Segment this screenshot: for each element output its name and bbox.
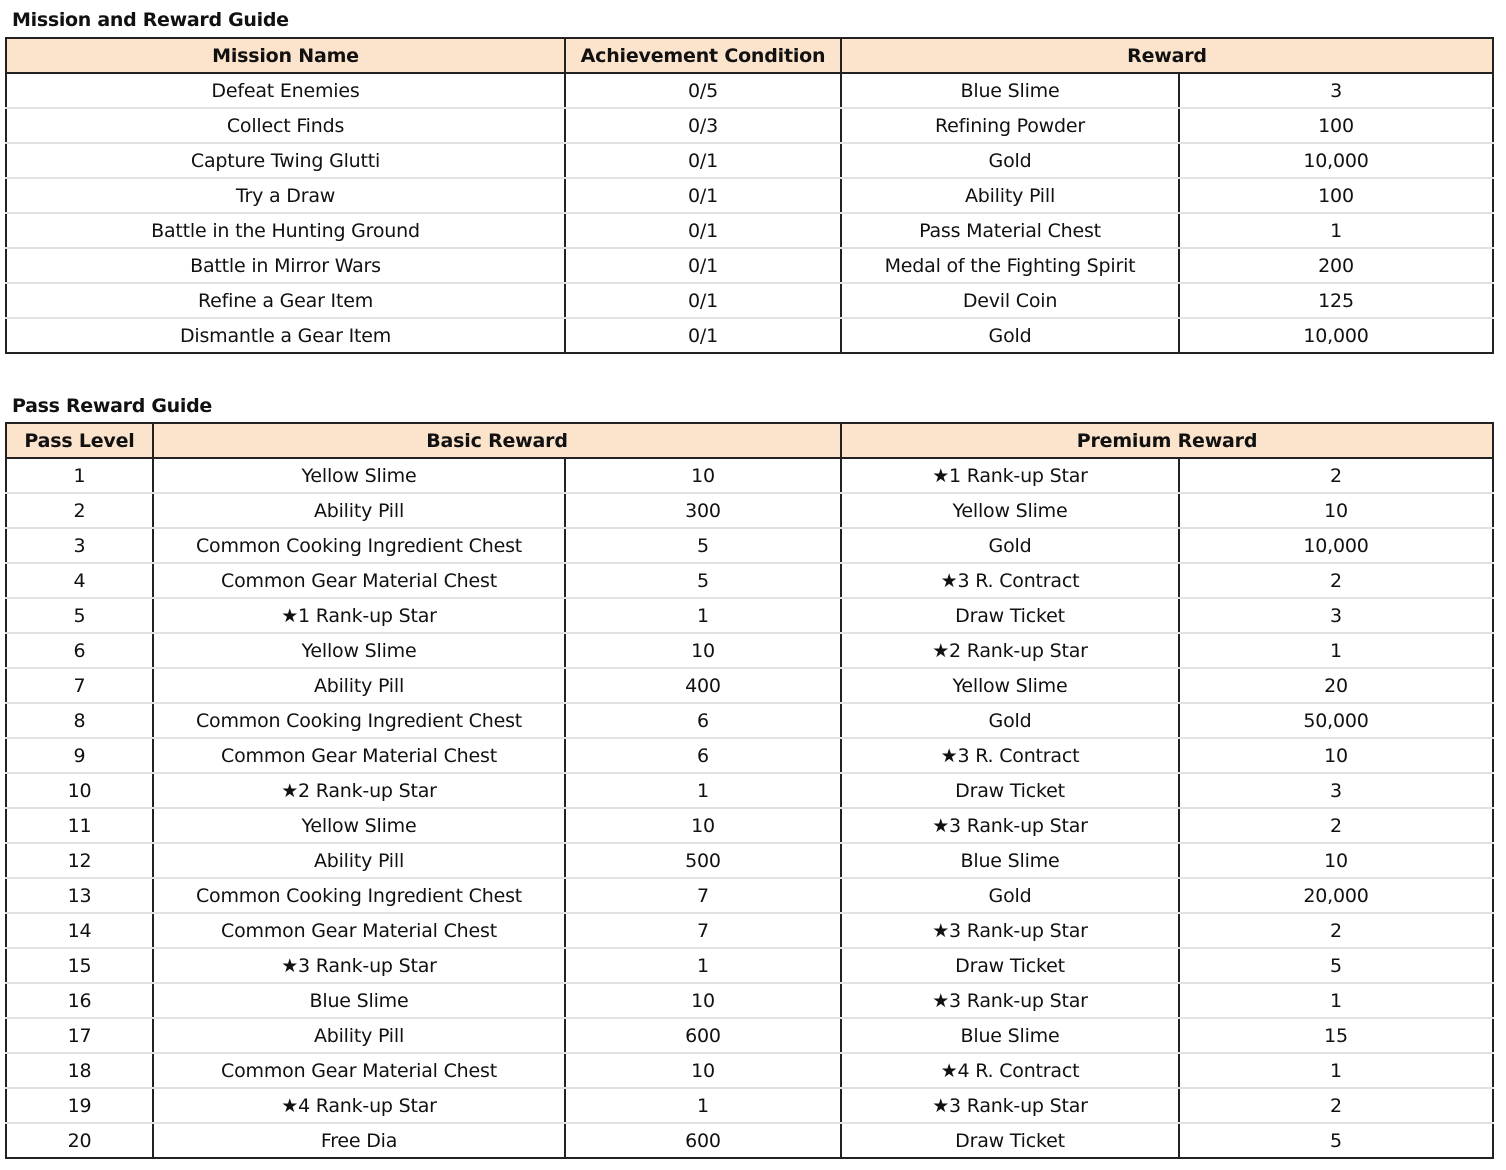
basic-reward-quantity-cell: 1 [565,948,841,983]
mission-row [6,108,1493,143]
premium-reward-item-cell: ★1 Rank-up Star [841,458,1179,493]
basic-reward-quantity-cell: 6 [565,703,841,738]
basic-reward-item-cell: Blue Slime [153,983,565,1018]
basic-reward-quantity-cell: 5 [565,563,841,598]
basic-reward-quantity-cell: 500 [565,843,841,878]
pass-level-cell: 18 [6,1053,153,1088]
pass-level-cell: 19 [6,1088,153,1123]
basic-reward-quantity-cell: 600 [565,1123,841,1158]
achievement-condition-header: Achievement Condition [565,38,841,73]
pass-level-cell: 3 [6,528,153,563]
pass-level-cell: 13 [6,878,153,913]
basic-reward-quantity-cell: 10 [565,458,841,493]
premium-reward-quantity-cell: 10 [1179,493,1493,528]
basic-reward-quantity-cell: 6 [565,738,841,773]
achievement-condition-cell: 0/1 [565,318,841,353]
pass-level-cell: 6 [6,633,153,668]
premium-reward-quantity-cell: 20,000 [1179,878,1493,913]
mission-row [6,213,1493,248]
pass-level-row [6,1053,1493,1088]
premium-reward-item-cell: Yellow Slime [841,493,1179,528]
pass-level-cell: 12 [6,843,153,878]
premium-reward-quantity-cell: 3 [1179,773,1493,808]
premium-reward-item-cell: Draw Ticket [841,948,1179,983]
premium-reward-quantity-cell: 1 [1179,633,1493,668]
premium-reward-item-cell: ★3 Rank-up Star [841,983,1179,1018]
basic-reward-item-cell: Ability Pill [153,493,565,528]
pass-level-row [6,563,1493,598]
basic-reward-item-cell: Ability Pill [153,668,565,703]
mission-name-cell: Dismantle a Gear Item [6,318,565,353]
reward-quantity-cell: 10,000 [1179,318,1493,353]
basic-reward-header: Basic Reward [153,423,841,458]
mission-row [6,248,1493,283]
premium-reward-quantity-cell: 1 [1179,1053,1493,1088]
pass-level-row [6,913,1493,948]
pass-level-cell: 11 [6,808,153,843]
pass-table-header-row [6,423,1493,458]
basic-reward-item-cell: Ability Pill [153,1018,565,1053]
reward-quantity-cell: 100 [1179,178,1493,213]
mission-name-cell: Capture Twing Glutti [6,143,565,178]
reward-quantity-cell: 10,000 [1179,143,1493,178]
mission-row [6,73,1493,108]
reward-quantity-cell: 125 [1179,283,1493,318]
premium-reward-item-cell: Blue Slime [841,843,1179,878]
premium-reward-item-cell: ★3 Rank-up Star [841,1088,1179,1123]
pass-level-row [6,983,1493,1018]
basic-reward-item-cell: Common Cooking Ingredient Chest [153,878,565,913]
pass-level-cell: 9 [6,738,153,773]
mission-name-cell: Battle in the Hunting Ground [6,213,565,248]
premium-reward-item-cell: Gold [841,528,1179,563]
premium-reward-item-cell: ★3 Rank-up Star [841,913,1179,948]
basic-reward-item-cell: Common Gear Material Chest [153,913,565,948]
basic-reward-item-cell: Common Gear Material Chest [153,1053,565,1088]
pass-level-header: Pass Level [6,423,153,458]
reward-item-cell: Gold [841,318,1179,353]
premium-reward-quantity-cell: 50,000 [1179,703,1493,738]
premium-reward-item-cell: Draw Ticket [841,1123,1179,1158]
premium-reward-item-cell: ★4 R. Contract [841,1053,1179,1088]
basic-reward-item-cell: Common Gear Material Chest [153,738,565,773]
pass-level-row [6,598,1493,633]
achievement-condition-cell: 0/1 [565,248,841,283]
achievement-condition-cell: 0/5 [565,73,841,108]
mission-name-cell: Refine a Gear Item [6,283,565,318]
premium-reward-item-cell: ★3 R. Contract [841,738,1179,773]
premium-reward-item-cell: Gold [841,703,1179,738]
basic-reward-item-cell: Common Cooking Ingredient Chest [153,528,565,563]
premium-reward-item-cell: Draw Ticket [841,598,1179,633]
pass-level-cell: 10 [6,773,153,808]
premium-reward-quantity-cell: 2 [1179,913,1493,948]
reward-item-cell: Ability Pill [841,178,1179,213]
premium-reward-quantity-cell: 1 [1179,983,1493,1018]
premium-reward-item-cell: Gold [841,878,1179,913]
reward-quantity-cell: 3 [1179,73,1493,108]
premium-reward-item-cell: Blue Slime [841,1018,1179,1053]
mission-name-header: Mission Name [6,38,565,73]
pass-level-row [6,1088,1493,1123]
pass-level-row [6,738,1493,773]
premium-reward-quantity-cell: 5 [1179,1123,1493,1158]
basic-reward-quantity-cell: 10 [565,808,841,843]
achievement-condition-cell: 0/1 [565,283,841,318]
pass-level-row [6,1123,1493,1158]
basic-reward-item-cell: Common Gear Material Chest [153,563,565,598]
premium-reward-quantity-cell: 20 [1179,668,1493,703]
basic-reward-item-cell: Ability Pill [153,843,565,878]
pass-level-row [6,458,1493,493]
basic-reward-item-cell: Yellow Slime [153,458,565,493]
premium-reward-quantity-cell: 2 [1179,1088,1493,1123]
basic-reward-quantity-cell: 7 [565,913,841,948]
premium-reward-item-cell: ★3 Rank-up Star [841,808,1179,843]
premium-reward-quantity-cell: 2 [1179,458,1493,493]
reward-item-cell: Pass Material Chest [841,213,1179,248]
basic-reward-item-cell: Yellow Slime [153,633,565,668]
basic-reward-quantity-cell: 1 [565,598,841,633]
pass-level-row [6,878,1493,913]
basic-reward-quantity-cell: 300 [565,493,841,528]
pass-level-row [6,1018,1493,1053]
premium-reward-item-cell: ★3 R. Contract [841,563,1179,598]
pass-reward-table [5,422,1494,1159]
basic-reward-quantity-cell: 5 [565,528,841,563]
pass-level-row [6,843,1493,878]
basic-reward-quantity-cell: 1 [565,1088,841,1123]
pass-level-cell: 1 [6,458,153,493]
pass-level-cell: 17 [6,1018,153,1053]
basic-reward-item-cell: ★2 Rank-up Star [153,773,565,808]
mission-table-header-row [6,38,1493,73]
basic-reward-quantity-cell: 10 [565,1053,841,1088]
mission-reward-table [5,37,1494,354]
achievement-condition-cell: 0/1 [565,213,841,248]
basic-reward-item-cell: ★1 Rank-up Star [153,598,565,633]
pass-level-cell: 8 [6,703,153,738]
mission-name-cell: Collect Finds [6,108,565,143]
reward-quantity-cell: 1 [1179,213,1493,248]
mission-name-cell: Battle in Mirror Wars [6,248,565,283]
premium-reward-quantity-cell: 2 [1179,563,1493,598]
pass-level-row [6,808,1493,843]
achievement-condition-cell: 0/1 [565,178,841,213]
reward-quantity-cell: 200 [1179,248,1493,283]
mission-guide-title: Mission and Reward Guide [12,9,289,31]
reward-item-cell: Medal of the Fighting Spirit [841,248,1179,283]
mission-row [6,178,1493,213]
pass-level-row [6,493,1493,528]
pass-level-row [6,633,1493,668]
pass-guide-title: Pass Reward Guide [12,395,212,417]
pass-level-row [6,668,1493,703]
premium-reward-quantity-cell: 5 [1179,948,1493,983]
reward-header: Reward [841,38,1493,73]
premium-reward-quantity-cell: 10 [1179,738,1493,773]
pass-level-cell: 5 [6,598,153,633]
reward-item-cell: Gold [841,143,1179,178]
basic-reward-quantity-cell: 10 [565,983,841,1018]
basic-reward-quantity-cell: 10 [565,633,841,668]
pass-level-cell: 16 [6,983,153,1018]
pass-level-cell: 7 [6,668,153,703]
pass-level-row [6,948,1493,983]
premium-reward-quantity-cell: 10,000 [1179,528,1493,563]
basic-reward-item-cell: Common Cooking Ingredient Chest [153,703,565,738]
premium-reward-item-cell: ★2 Rank-up Star [841,633,1179,668]
reward-quantity-cell: 100 [1179,108,1493,143]
basic-reward-item-cell: ★3 Rank-up Star [153,948,565,983]
mission-name-cell: Defeat Enemies [6,73,565,108]
achievement-condition-cell: 0/1 [565,143,841,178]
premium-reward-quantity-cell: 3 [1179,598,1493,633]
premium-reward-item-cell: Draw Ticket [841,773,1179,808]
premium-reward-item-cell: Yellow Slime [841,668,1179,703]
mission-row [6,143,1493,178]
basic-reward-item-cell: Free Dia [153,1123,565,1158]
reward-item-cell: Refining Powder [841,108,1179,143]
mission-row [6,283,1493,318]
reward-item-cell: Devil Coin [841,283,1179,318]
pass-level-cell: 20 [6,1123,153,1158]
mission-row [6,318,1493,353]
pass-level-row [6,773,1493,808]
basic-reward-quantity-cell: 7 [565,878,841,913]
mission-name-cell: Try a Draw [6,178,565,213]
premium-reward-quantity-cell: 2 [1179,808,1493,843]
pass-level-cell: 2 [6,493,153,528]
reward-item-cell: Blue Slime [841,73,1179,108]
premium-reward-quantity-cell: 15 [1179,1018,1493,1053]
premium-reward-header: Premium Reward [841,423,1493,458]
pass-level-row [6,528,1493,563]
basic-reward-item-cell: ★4 Rank-up Star [153,1088,565,1123]
basic-reward-quantity-cell: 600 [565,1018,841,1053]
pass-level-row [6,703,1493,738]
premium-reward-quantity-cell: 10 [1179,843,1493,878]
achievement-condition-cell: 0/3 [565,108,841,143]
basic-reward-item-cell: Yellow Slime [153,808,565,843]
pass-level-cell: 15 [6,948,153,983]
pass-level-cell: 14 [6,913,153,948]
basic-reward-quantity-cell: 1 [565,773,841,808]
basic-reward-quantity-cell: 400 [565,668,841,703]
pass-level-cell: 4 [6,563,153,598]
